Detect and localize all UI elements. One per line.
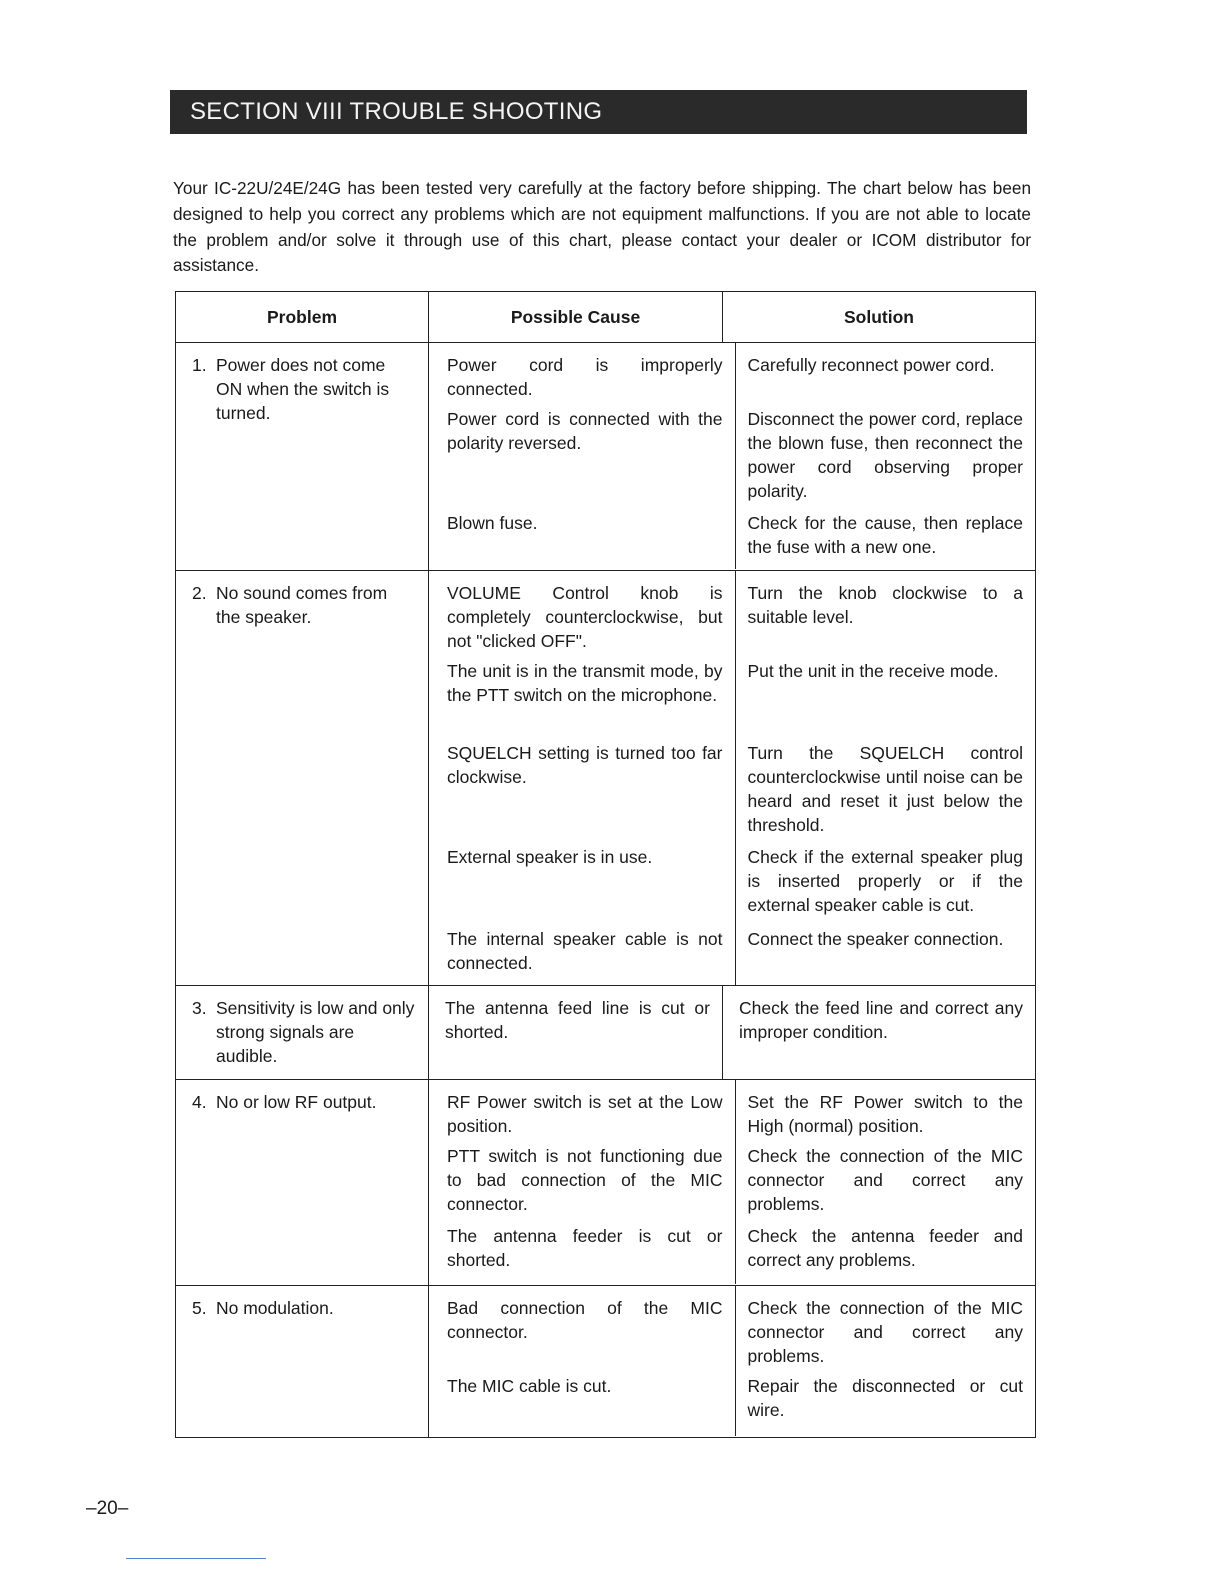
cause-text: External speaker is in use. xyxy=(429,837,736,919)
header-solution: Solution xyxy=(723,292,1036,343)
cause-text: Power cord is connected with the polarity reversed. xyxy=(429,399,736,503)
cause-solution-cell xyxy=(429,343,1036,571)
problem-text: Sensitivity is low and only strong signals are audible. xyxy=(216,998,415,1066)
solution-text: Set the RF Power switch to the High (normal) position. xyxy=(747,1092,1023,1136)
problem-text: No or low RF output. xyxy=(216,1092,377,1112)
cause-text: PTT switch is not functioning due to bad connection of the MIC connector. xyxy=(429,1136,736,1216)
problem-text: Power does not come ON when the switch is turned. xyxy=(216,355,390,423)
table-row xyxy=(176,1080,1036,1286)
solution-text: Turn the knob clockwise to a suitable level. xyxy=(747,583,1023,627)
cause-text: The MIC cable is cut. xyxy=(429,1366,736,1436)
problem-cell xyxy=(176,571,429,986)
problem-cell xyxy=(176,1080,429,1286)
page-number: –20– xyxy=(86,1498,129,1519)
solution-text: Connect the speaker connection. xyxy=(747,929,1004,949)
problem-text: No sound comes from the speaker. xyxy=(216,583,388,627)
header-cause: Possible Cause xyxy=(429,292,723,343)
table-row xyxy=(176,571,1036,986)
cause-solution-cell xyxy=(429,571,1036,986)
cause-text: Blown fuse. xyxy=(429,503,736,569)
problem-number: 4. xyxy=(192,1092,207,1112)
solution-text: Carefully reconnect power cord. xyxy=(747,355,995,375)
table-row xyxy=(176,986,1036,1080)
solution-text: Check if the external speaker plug is inserted properly or if the external speaker cable is cut. xyxy=(747,847,1023,915)
footer-rule xyxy=(126,1558,266,1559)
table-header-row xyxy=(176,292,1036,343)
solution-text: Check the antenna feeder and correct any problems. xyxy=(747,1226,1023,1270)
section-title: SECTION VIII TROUBLE SHOOTING xyxy=(170,90,1027,134)
cause-text: The unit is in the transmit mode, by the PTT switch on the microphone. xyxy=(429,651,736,733)
cause-text: Power cord is improperly connected. xyxy=(429,343,736,399)
solution-text: Check for the cause, then replace the fuse with a new one. xyxy=(747,513,1023,557)
cause-text: SQUELCH setting is turned too far clockwise. xyxy=(429,733,736,837)
table-row xyxy=(176,343,1036,571)
solution-text: Put the unit in the receive mode. xyxy=(747,661,999,681)
cause-text: Bad connection of the MIC connector. xyxy=(429,1286,736,1366)
solution-text: Check the feed line and correct any improper condition. xyxy=(739,998,1023,1042)
problem-cell xyxy=(176,1286,429,1438)
cause-text: The internal speaker cable is not connected. xyxy=(429,919,736,985)
problem-number: 5. xyxy=(192,1298,207,1318)
cause-text: RF Power switch is set at the Low position. xyxy=(429,1080,736,1136)
cause-solution-cell xyxy=(429,1080,1036,1286)
intro-paragraph: Your IC-22U/24E/24G has been tested very carefully at the factory before shipping. The chart below has been designed to help you correct any problems which are not equipment malfunctions. If you are not able to locate the problem and/or solve it through use of this chart, please contact your dealer or ICOM distributor for assistance. xyxy=(173,178,1031,276)
header-problem: Problem xyxy=(176,292,429,343)
cause-text: The antenna feed line is cut or shorted. xyxy=(445,998,710,1042)
problem-number: 2. xyxy=(192,583,207,603)
solution-text: Repair the disconnected or cut wire. xyxy=(747,1376,1023,1420)
cause-cell xyxy=(429,986,723,1080)
solution-text: Check the connection of the MIC connector and correct any problems. xyxy=(747,1298,1023,1366)
problem-number: 3. xyxy=(192,998,207,1018)
problem-cell xyxy=(176,343,429,571)
problem-text: No modulation. xyxy=(216,1298,334,1318)
troubleshooting-table xyxy=(175,291,1036,1438)
cause-text: VOLUME Control knob is completely counterclockwise, but not "clicked OFF". xyxy=(429,571,736,651)
cause-solution-cell xyxy=(429,1286,1036,1438)
solution-text: Disconnect the power cord, replace the blown fuse, then reconnect the power cord observing proper polarity. xyxy=(747,409,1023,501)
solution-text: Check the connection of the MIC connector and correct any problems. xyxy=(747,1146,1023,1214)
problem-number: 1. xyxy=(192,355,207,375)
table-row xyxy=(176,1286,1036,1438)
solution-text: Turn the SQUELCH control counterclockwise until noise can be heard and reset it just below the threshold. xyxy=(747,743,1023,835)
problem-cell xyxy=(176,986,429,1080)
cause-text: The antenna feeder is cut or shorted. xyxy=(429,1216,736,1284)
solution-cell xyxy=(723,986,1036,1080)
